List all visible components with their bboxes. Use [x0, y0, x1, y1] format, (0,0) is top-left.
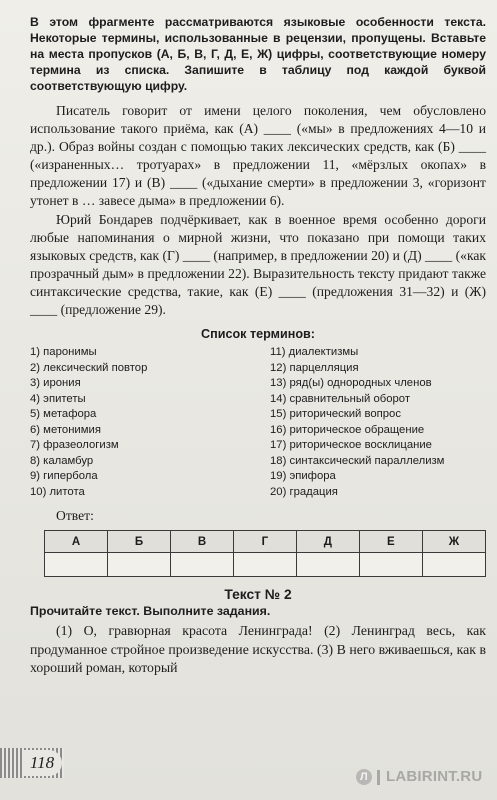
term-item: 18) синтаксический параллелизм	[270, 454, 445, 467]
answer-cell-v[interactable]	[171, 553, 234, 577]
answer-input-row	[45, 553, 486, 577]
term-item: 7) фразеологизм	[30, 439, 119, 452]
answer-header-a: А	[45, 531, 108, 553]
watermark-text: LABIRINT.RU	[386, 768, 483, 785]
terms-column-left	[30, 345, 270, 500]
answer-header-zh: Ж	[422, 531, 485, 553]
answer-header-v: В	[171, 531, 234, 553]
term-item: 5) метафора	[30, 408, 97, 421]
term-item: 3) ирония	[30, 377, 81, 390]
term-item: 16) риторическое обращение	[270, 423, 425, 436]
term-item: 17) риторическое восклицание	[270, 439, 432, 452]
answer-cell-zh[interactable]	[422, 553, 485, 577]
page-content	[30, 14, 486, 678]
terms-title: Список терминов:	[201, 327, 315, 342]
answer-header-e: Е	[359, 531, 422, 553]
answer-header-g: Г	[234, 531, 297, 553]
term-item: 19) эпифора	[270, 470, 336, 483]
watermark	[356, 768, 496, 790]
text2-title: Текст № 2	[224, 587, 292, 603]
answer-header-row	[45, 531, 486, 553]
watermark-logo-icon: Л	[356, 769, 372, 785]
answer-header-d: Д	[296, 531, 359, 553]
terms-list	[30, 345, 486, 500]
review-paragraph-1: Писатель говорит от имени целого поколения, чем обусловлено использование такого приёма, как (А) ____ («мы» в предложениях 4—10 и др.). Образ войны создан с помощью таких лексических средств, как (Б) ____ («израненных… тротуарах» в предложении 11, «мёрзлых окопах» в предложении 17) и (В) ____ («дыхание смерти» в предложении 3, «горизонт утонет в … завесе дыма» в предложении 6).	[30, 103, 486, 209]
term-item: 2) лексический повтор	[30, 361, 148, 374]
answer-cell-a[interactable]	[45, 553, 108, 577]
page-number-tab	[0, 748, 64, 778]
term-item: 8) каламбур	[30, 454, 94, 467]
answer-label: Ответ:	[56, 508, 94, 524]
term-item: 12) парцелляция	[270, 361, 359, 374]
term-item: 20) градация	[270, 485, 338, 498]
term-item: 14) сравнительный оборот	[270, 392, 410, 405]
terms-column-right	[270, 345, 486, 500]
text2-body: (1) О, гравюрная красота Ленинграда! (2) Ленинград весь, как продуманное стройное произведение искусства. (3) В него вживаешься, как в хороший роман, который	[30, 623, 486, 676]
page-number: 118	[22, 750, 62, 776]
term-item: 11) диалектизмы	[270, 346, 359, 359]
answer-cell-g[interactable]	[234, 553, 297, 577]
term-item: 1) паронимы	[30, 346, 97, 359]
term-item: 4) эпитеты	[30, 392, 86, 405]
term-item: 15) риторический вопрос	[270, 408, 401, 421]
term-item: 10) литота	[30, 485, 85, 498]
answer-cell-e[interactable]	[359, 553, 422, 577]
watermark-divider	[377, 770, 380, 785]
task-instructions: В этом фрагменте рассматриваются языковые особенности текста. Некоторые термины, использованные в рецензии, пропущены. Вставьте на места пропусков (А, Б, В, Г, Д, Е, Ж) цифры, соответствующие номеру термина из списка. Запишите в таблицу под каждой буквой соответствующую цифру.	[30, 15, 486, 93]
term-item: 13) ряд(ы) однородных членов	[270, 377, 432, 390]
review-paragraph-2: Юрий Бондарев подчёркивает, как в военное время особенно дороги любые напоминания о мирной жизни, что показано при помощи таких языковых средств, как (Г) ____ (например, в предложении 20) и (Д) ____ («как прозрачный дым» в предложении 22). Выразительность тексту придают также синтаксические средства, такие, как (Е) ____ (предложения 31—32) и (Ж) ____ (предложение 29).	[30, 211, 486, 318]
text2-task: Прочитайте текст. Выполните задания.	[30, 604, 271, 619]
answer-header-b: Б	[108, 531, 171, 553]
term-item: 6) метонимия	[30, 423, 101, 436]
answer-table	[44, 530, 486, 577]
answer-cell-b[interactable]	[108, 553, 171, 577]
term-item: 9) гипербола	[30, 470, 98, 483]
answer-cell-d[interactable]	[296, 553, 359, 577]
